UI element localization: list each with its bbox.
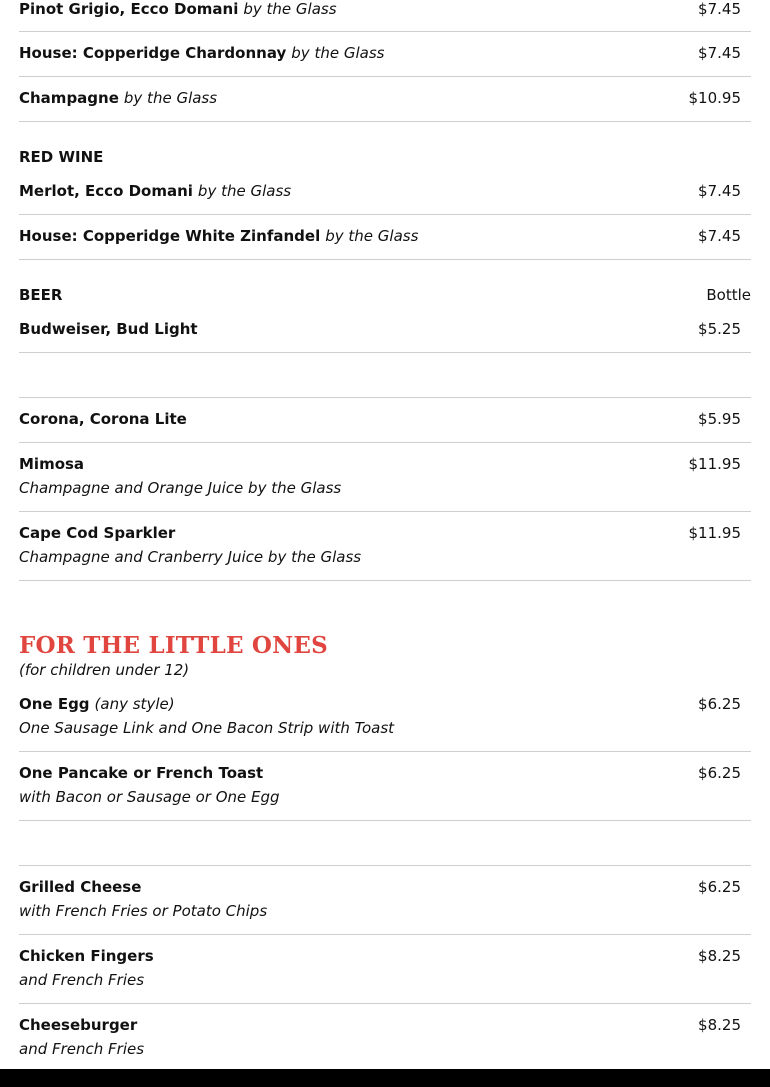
column-label-bottle: Bottle [706, 286, 751, 304]
item-price: $7.45 [698, 0, 741, 18]
item-qualifier: by the Glass [243, 0, 337, 18]
section-subtitle-kids: (for children under 12) [19, 661, 190, 679]
menu-item [19, 1004, 751, 1069]
item-price: $5.95 [698, 410, 741, 428]
item-price: $8.25 [698, 1016, 741, 1034]
empty-row [19, 821, 751, 866]
item-price: $11.95 [688, 524, 741, 542]
item-description: and French Fries [19, 1040, 145, 1058]
item-name: One Pancake or French Toast [19, 764, 264, 782]
item-name: Budweiser, Bud Light [19, 320, 198, 338]
item-description: with Bacon or Sausage or One Egg [19, 788, 280, 806]
item-price: $6.25 [698, 878, 741, 896]
item-name: House: Copperidge White Zinfandel by the Glass [19, 227, 419, 245]
item-price: $6.25 [698, 764, 741, 782]
menu-item [19, 398, 751, 443]
menu-item [19, 866, 751, 935]
menu-item [19, 935, 751, 1004]
bottom-bar [0, 1069, 770, 1087]
item-price: $11.95 [688, 455, 741, 473]
item-name: Pinot Grigio, Ecco Domani by the Glass [19, 0, 337, 18]
item-price: $6.25 [698, 695, 741, 713]
section-heading-kids: FOR THE LITTLE ONES [19, 632, 328, 659]
item-price: $8.25 [698, 947, 741, 965]
item-price: $5.25 [698, 320, 741, 338]
menu-item [19, 170, 751, 215]
item-description: and French Fries [19, 971, 145, 989]
item-name: One Egg (any style) [19, 695, 175, 713]
item-price: $7.45 [698, 182, 741, 200]
section-title-beer: BEER [19, 286, 63, 304]
item-description: with French Fries or Potato Chips [19, 902, 268, 920]
item-description: Champagne and Cranberry Juice by the Glass [19, 548, 362, 566]
item-qualifier: (any style) [94, 695, 175, 713]
item-name: Corona, Corona Lite [19, 410, 187, 428]
menu-item [19, 512, 751, 581]
menu-item [19, 0, 751, 32]
item-qualifier: by the Glass [197, 182, 292, 200]
menu-item [19, 308, 751, 353]
menu-item [19, 443, 751, 512]
section-title-red-wine: RED WINE [19, 148, 104, 166]
item-price: $10.95 [688, 89, 741, 107]
item-name: Mimosa [19, 455, 85, 473]
item-name: Grilled Cheese [19, 878, 142, 896]
item-description: One Sausage Link and One Bacon Strip with Toast [19, 719, 395, 737]
item-price: $7.45 [698, 44, 741, 62]
item-description: Champagne and Orange Juice by the Glass [19, 479, 342, 497]
item-name: Chicken Fingers [19, 947, 154, 965]
item-name: Cape Cod Sparkler [19, 524, 176, 542]
item-name: Cheeseburger [19, 1016, 138, 1034]
menu-item [19, 215, 751, 260]
menu-item [19, 32, 751, 77]
item-qualifier: by the Glass [123, 89, 218, 107]
item-qualifier: by the Glass [291, 44, 385, 62]
item-qualifier: by the Glass [325, 227, 419, 245]
item-name: Merlot, Ecco Domani by the Glass [19, 182, 292, 200]
item-price: $7.45 [698, 227, 741, 245]
menu-item [19, 683, 751, 752]
empty-row [19, 353, 751, 398]
menu-item [19, 752, 751, 821]
item-name: Champagne by the Glass [19, 89, 218, 107]
item-name: House: Copperidge Chardonnay by the Glass [19, 44, 385, 62]
menu-item [19, 77, 751, 122]
